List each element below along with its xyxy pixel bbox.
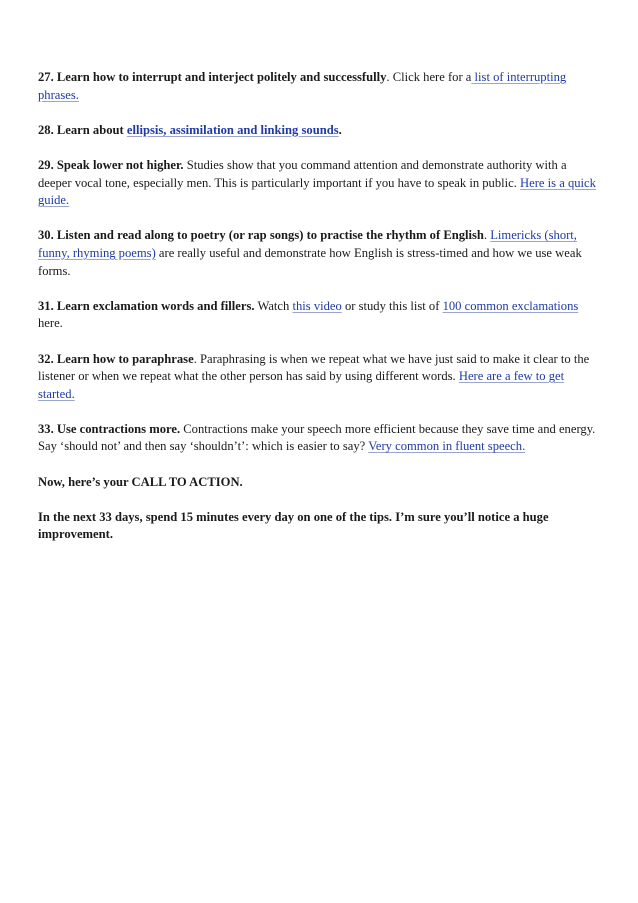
tip-32-paragraph [38, 351, 598, 404]
tip-31-paragraph [38, 298, 598, 333]
common-exclamations-link[interactable]: 100 common exclamations [442, 298, 579, 313]
interrupting-phrases-link[interactable]: list of interrupting phrases. [38, 70, 567, 102]
tip-33-heading: 33. Use contractions more. [38, 421, 181, 436]
tip-28-end: . [338, 122, 342, 137]
tip-31-text-3: here. [38, 316, 63, 331]
get-started-link[interactable]: Here are a few to get started. [38, 369, 565, 401]
tip-33-text: Contractions make your speech more efficient because they save time and energy. Say ‘should not’ and then say ‘shouldn’t’: which is easier to say? [38, 421, 596, 454]
tip-29-heading: 29. Speak lower not higher. [38, 157, 184, 172]
tip-27-heading: 27. Learn how to interrupt and interject politely and successfully [38, 70, 387, 84]
ellipsis-assimilation-link[interactable]: ellipsis, assimilation and linking sounds [126, 122, 339, 137]
tip-30-heading: 30. Listen and read along to poetry (or rap songs) to practise the rhythm of English [38, 228, 484, 243]
tip-32-text: . Paraphrasing is when we repeat what we have just said to make it clear to the listener or when we repeat what the other person has said by using different words. [38, 351, 590, 384]
tip-32-heading: 32. Learn how to paraphrase [38, 351, 194, 366]
call-to-action-text: Now, here’s your CALL TO ACTION. [38, 474, 243, 489]
tip-27-paragraph [38, 69, 598, 104]
document-page [38, 69, 598, 562]
tip-31-text-1: Watch [254, 298, 293, 313]
call-to-action-paragraph [38, 474, 598, 492]
quick-guide-link[interactable]: Here is a quick guide. [38, 175, 596, 208]
limericks-link[interactable]: Limericks (short, funny, rhyming poems) [38, 228, 577, 260]
tip-31-text-2: or study this list of [341, 298, 443, 313]
closing-paragraph [38, 509, 598, 544]
tip-30-text-2: are really useful and demonstrate how English is stress-timed and how we use weak forms. [38, 245, 582, 278]
tip-30-paragraph [38, 227, 598, 280]
tip-27-text: . Click here for a [386, 70, 472, 84]
closing-text: In the next 33 days, spend 15 minutes every day on one of the tips. I’m sure you’ll notice a huge improvement. [38, 509, 549, 542]
tip-30-text-1: . [483, 228, 491, 243]
tip-28-paragraph [38, 122, 598, 140]
tip-29-text: Studies show that you command attention and demonstrate authority with a deeper vocal tone, especially men. This is particularly important if you have to speak in public. [38, 157, 567, 190]
this-video-link[interactable]: this video [292, 298, 342, 313]
tip-31-heading: 31. Learn exclamation words and fillers. [38, 298, 255, 313]
fluent-speech-link[interactable]: Very common in fluent speech. [368, 439, 526, 454]
tip-28-heading: 28. Learn about [38, 122, 127, 137]
tip-29-paragraph [38, 157, 598, 210]
tip-33-paragraph [38, 421, 598, 456]
